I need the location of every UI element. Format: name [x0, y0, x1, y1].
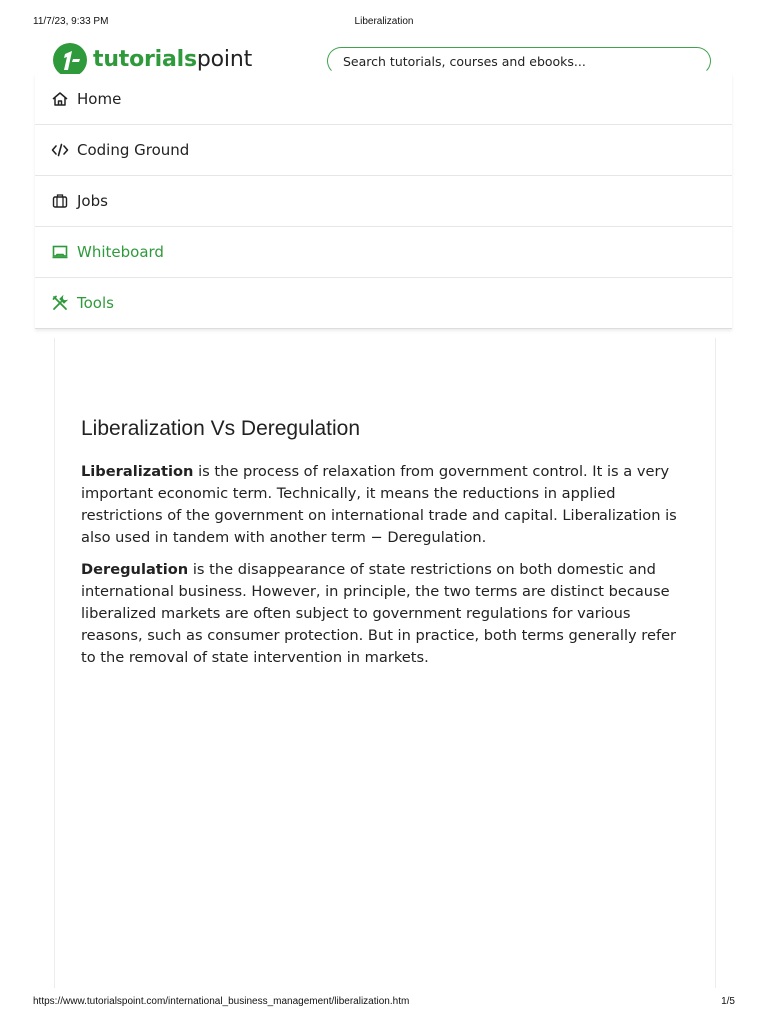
menu-item-label: Tools — [77, 294, 114, 312]
menu-item-home[interactable] — [35, 74, 732, 125]
menu-item-coding-ground[interactable] — [35, 125, 732, 176]
print-url: https://www.tutorialspoint.com/international_business_management/liberalization.htm — [33, 996, 410, 1007]
menu-item-whiteboard[interactable] — [35, 227, 732, 278]
paragraph-text: is the disappearance of state restrictions on both domestic and international business. However, in principle, the two terms are distinct because liberalized markets are often subject to government regulations for various reasons, such as consumer protection. But in practice, both terms generally refer to the removal of state intervention in markets. — [81, 561, 677, 666]
print-datetime: 11/7/23, 9:33 PM — [33, 16, 109, 27]
logo-wordmark — [93, 43, 252, 77]
article — [81, 414, 681, 679]
paragraph-liberalization — [81, 461, 681, 549]
term-liberalization: Liberalization — [81, 463, 194, 480]
menu-item-label: Home — [77, 90, 122, 108]
logo-text-point: point — [196, 47, 252, 72]
print-page-number: 1/5 — [721, 996, 735, 1007]
term-deregulation: Deregulation — [81, 561, 189, 578]
search-input[interactable] — [341, 53, 685, 70]
menu-item-label: Jobs — [77, 192, 108, 210]
menu-item-label: Coding Ground — [77, 141, 190, 159]
print-footer — [0, 996, 768, 1010]
tools-icon — [51, 294, 69, 312]
menu-item-jobs[interactable] — [35, 176, 732, 227]
article-title: Liberalization Vs Deregulation — [81, 417, 360, 440]
search-box[interactable] — [327, 47, 711, 75]
whiteboard-icon — [51, 243, 69, 261]
logo-text-tutorials: tutorials — [93, 47, 197, 72]
home-icon — [51, 90, 69, 108]
menu-item-tools[interactable] — [35, 278, 732, 329]
print-header — [0, 16, 768, 30]
dropdown-menu — [35, 74, 732, 329]
print-page-title: Liberalization — [354, 16, 414, 27]
paragraph-deregulation — [81, 559, 681, 669]
briefcase-icon — [51, 192, 69, 210]
paragraph-text: is the process of relaxation from government control. It is a very important economic term. Technically, it means the reductions in applied restrictions of the government on international trade and capital. Liberalization is also used in tandem with another term − Deregulation. — [81, 463, 677, 546]
tutorialspoint-logo-icon — [53, 43, 87, 77]
menu-item-label: Whiteboard — [77, 243, 164, 261]
site-logo[interactable] — [53, 43, 252, 77]
code-icon — [51, 141, 69, 159]
